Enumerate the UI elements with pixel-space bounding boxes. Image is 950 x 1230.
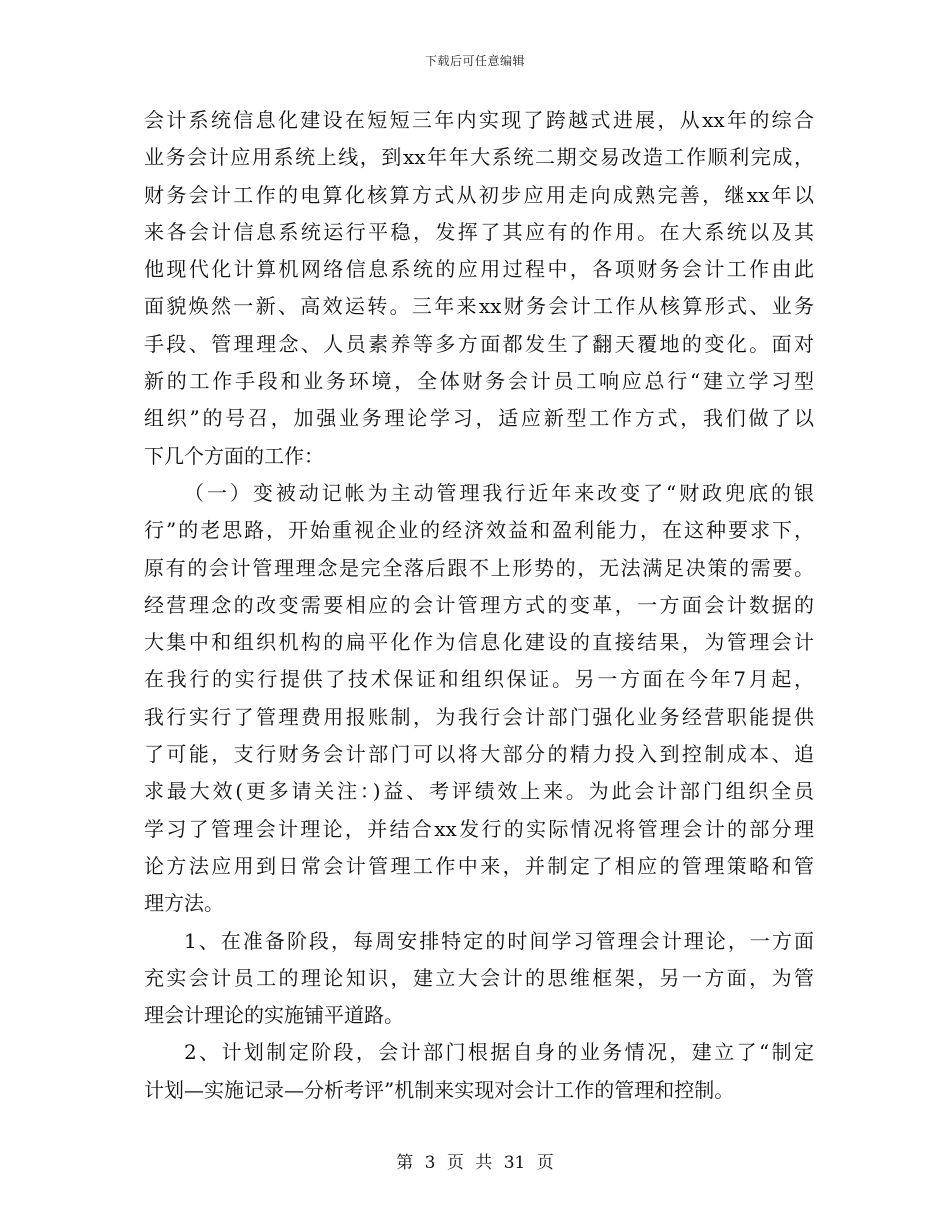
text-line-content: 业务会计应用系统上线，到xx年年大系统二期交易改造工作顺利完成，: [144, 145, 814, 170]
text-line: [144, 139, 814, 176]
text-line: [144, 624, 814, 661]
text-line-content: 面貌焕然一新、高效运转。三年来xx财务会计工作从核算形式、业务: [144, 294, 814, 319]
text-line: [144, 997, 814, 1034]
text-line-content: 论方法应用到日常会计管理工作中来，并制定了相应的管理策略和管: [144, 853, 814, 878]
text-line-content: （一）变被动记帐为主动管理我行近年来改变了“财政兜底的银: [184, 480, 814, 505]
text-line-content: 理会计理论的实施铺平道路。: [144, 1003, 404, 1028]
text-line-content: 会计系统信息化建设在短短三年内实现了跨越式进展，从xx年的综合: [144, 108, 814, 132]
text-line: [144, 587, 814, 624]
text-line: [144, 699, 814, 736]
text-line: [144, 960, 814, 997]
document-body: [144, 102, 814, 1109]
text-line: [144, 214, 814, 251]
text-line: [144, 923, 814, 960]
text-line: [144, 177, 814, 214]
text-line-content: 计划—实施记录—分析考评”机制来实现对会计工作的管理和控制。: [144, 1077, 735, 1102]
text-line-content: 组织”的号召，加强业务理论学习，适应新型工作方式，我们做了以: [144, 406, 814, 431]
text-line: [144, 1072, 814, 1109]
text-line: [144, 475, 814, 512]
text-line: [144, 326, 814, 363]
text-line: [144, 848, 814, 885]
text-line: [144, 288, 814, 325]
page-header: 下载后可任意编辑: [424, 54, 525, 68]
text-line-content: 我行实行了管理费用报账制，为我行会计部门强化业务经营职能提供: [144, 704, 814, 729]
text-line-content: 新的工作手段和业务环境，全体财务会计员工响应总行“建立学习型: [144, 369, 814, 394]
text-line-content: 大集中和组织机构的扁平化作为信息化建设的直接结果，为管理会计: [144, 630, 814, 655]
text-line: [144, 400, 814, 437]
text-line-content: 行”的老思路，开始重视企业的经济效益和盈利能力，在这种要求下，: [144, 518, 814, 543]
text-line: [144, 773, 814, 810]
text-line-content: 充实会计员工的理论知识，建立大会计的思维框架，另一方面，为管: [144, 965, 814, 990]
text-line-content: 他现代化计算机网络信息系统的应用过程中，各项财务会计工作由此: [144, 257, 814, 282]
text-line-content: 理方法。: [144, 891, 224, 916]
text-line: [144, 512, 814, 549]
text-line: [144, 736, 814, 773]
text-line-content: 1、在准备阶段，每周安排特定的时间学习管理会计理论，一方面: [184, 928, 814, 953]
text-line: [144, 363, 814, 400]
text-line: [144, 811, 814, 848]
text-line-content: 了可能，支行财务会计部门可以将大部分的精力投入到控制成本、追: [144, 742, 814, 767]
text-line: [144, 661, 814, 698]
text-line-content: 财务会计工作的电算化核算方式从初步应用走向成熟完善，继xx年以: [144, 182, 814, 207]
text-line-content: 经营理念的改变需要相应的会计管理方式的变革，一方面会计数据的: [144, 592, 814, 617]
text-line-content: 下几个方面的工作：: [144, 443, 324, 468]
text-line-content: 学习了管理会计理论，并结合xx发行的实际情况将管理会计的部分理: [144, 816, 814, 841]
text-line: [144, 251, 814, 288]
text-line-content: 来各会计信息系统运行平稳，发挥了其应有的作用。在大系统以及其: [144, 219, 814, 244]
text-line: [144, 1034, 814, 1071]
text-line-content: 在我行的实行提供了技术保证和组织保证。另一方面在今年7月起，: [144, 667, 814, 692]
text-line-content: 原有的会计管理理念是完全落后跟不上形势的，无法满足决策的需要。: [144, 555, 814, 580]
text-line: [144, 550, 814, 587]
text-line-content: 求最大效(更多请关注：)益、考评绩效上来。为此会计部门组织全员: [144, 779, 814, 804]
text-line-content: 手段、管理理念、人员素养等多方面都发生了翻天覆地的变化。面对: [144, 331, 814, 356]
text-line-content: 2、计划制定阶段，会计部门根据自身的业务情况，建立了“制定: [184, 1040, 814, 1065]
text-line: [144, 102, 814, 139]
text-line: [144, 438, 814, 475]
page-number-footer: 第 3 页 共 31 页: [396, 1153, 554, 1173]
text-line: [144, 885, 814, 922]
